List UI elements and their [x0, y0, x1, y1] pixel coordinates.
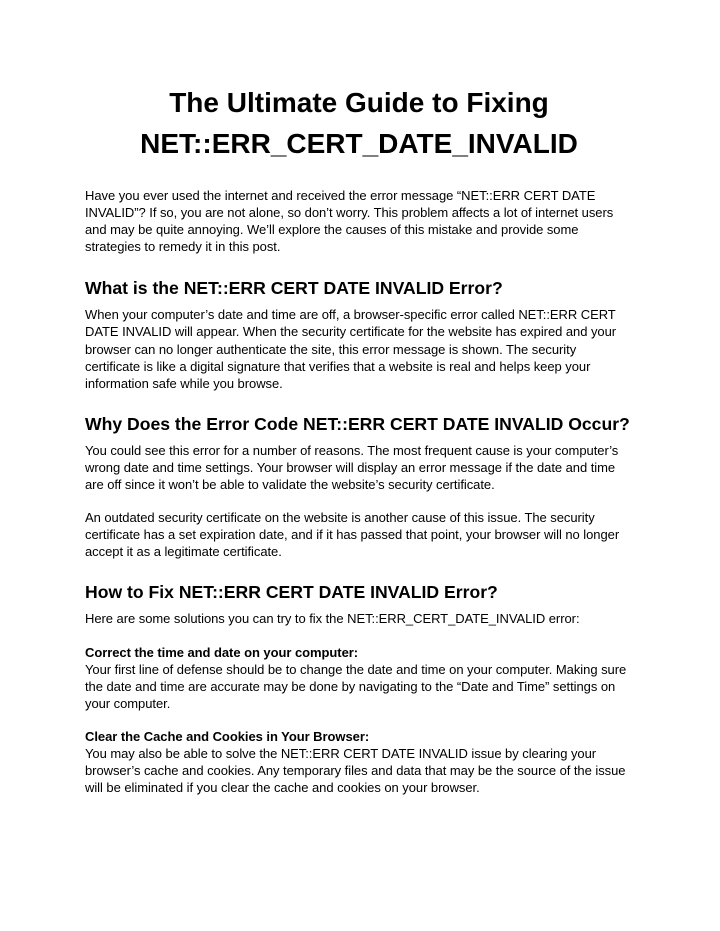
section-paragraph: An outdated security certificate on the website is another cause of this issue. The security certificate has a set expiration date, and if it has passed that point, your browser will no longer accept it as a legitimate certificate.	[85, 510, 620, 560]
subsection-text: You may also be able to solve the NET::ERR CERT DATE INVALID issue by clearing your browser’s cache and cookies. Any temporary files and data that may be the source of the issue will be eliminated if you clear the cache and cookies on your browser.	[85, 745, 626, 796]
subsection-clear-cache	[85, 728, 633, 796]
page-title-line-2: NET::ERR_CERT_DATE_INVALID	[140, 128, 578, 159]
section-heading-what-is: What is the NET::ERR CERT DATE INVALID Error?	[85, 278, 503, 299]
document-page	[85, 82, 633, 796]
intro-paragraph: Have you ever used the internet and received the error message “NET::ERR CERT DATE INVALID”? If so, you are not alone, so don’t worry. This problem affects a lot of internet users and may be quite annoying. We’ll explore the causes of this mistake and provide some strategies to remedy it in this post.	[85, 188, 614, 255]
section-heading-why: Why Does the Error Code NET::ERR CERT DATE INVALID Occur?	[85, 413, 630, 434]
page-title	[79, 82, 639, 164]
section-paragraph: You could see this error for a number of reasons. The most frequent cause is your computer’s wrong date and time settings. Your browser will display an error message if the date and time are off since it won’t be able to validate the website’s security certificate.	[85, 442, 619, 493]
subsection-heading: Correct the time and date on your computer:	[85, 644, 359, 660]
section-paragraph: Here are some solutions you can try to fix the NET::ERR_CERT_DATE_INVALID error:	[85, 611, 580, 627]
page-title-line-1: The Ultimate Guide to Fixing	[169, 87, 549, 118]
subsection-text: Your first line of defense should be to change the date and time on your computer. Making sure the date and time are accurate may be done by navigating to the “Date and Time” settings on your computer.	[85, 661, 627, 711]
section-heading-how-to-fix: How to Fix NET::ERR CERT DATE INVALID Error?	[85, 582, 498, 603]
subsection-correct-time	[85, 644, 633, 712]
subsection-heading: Clear the Cache and Cookies in Your Browser:	[85, 728, 370, 744]
section-paragraph: When your computer’s date and time are off, a browser-specific error called NET::ERR CERT DATE INVALID will appear. When the security certificate for the website has expired and your browser can no longer authenticate the site, this error message is shown. The security certificate is like a digital signature that verifies that a website is real and helps keep your information safe while you browse.	[85, 307, 617, 391]
